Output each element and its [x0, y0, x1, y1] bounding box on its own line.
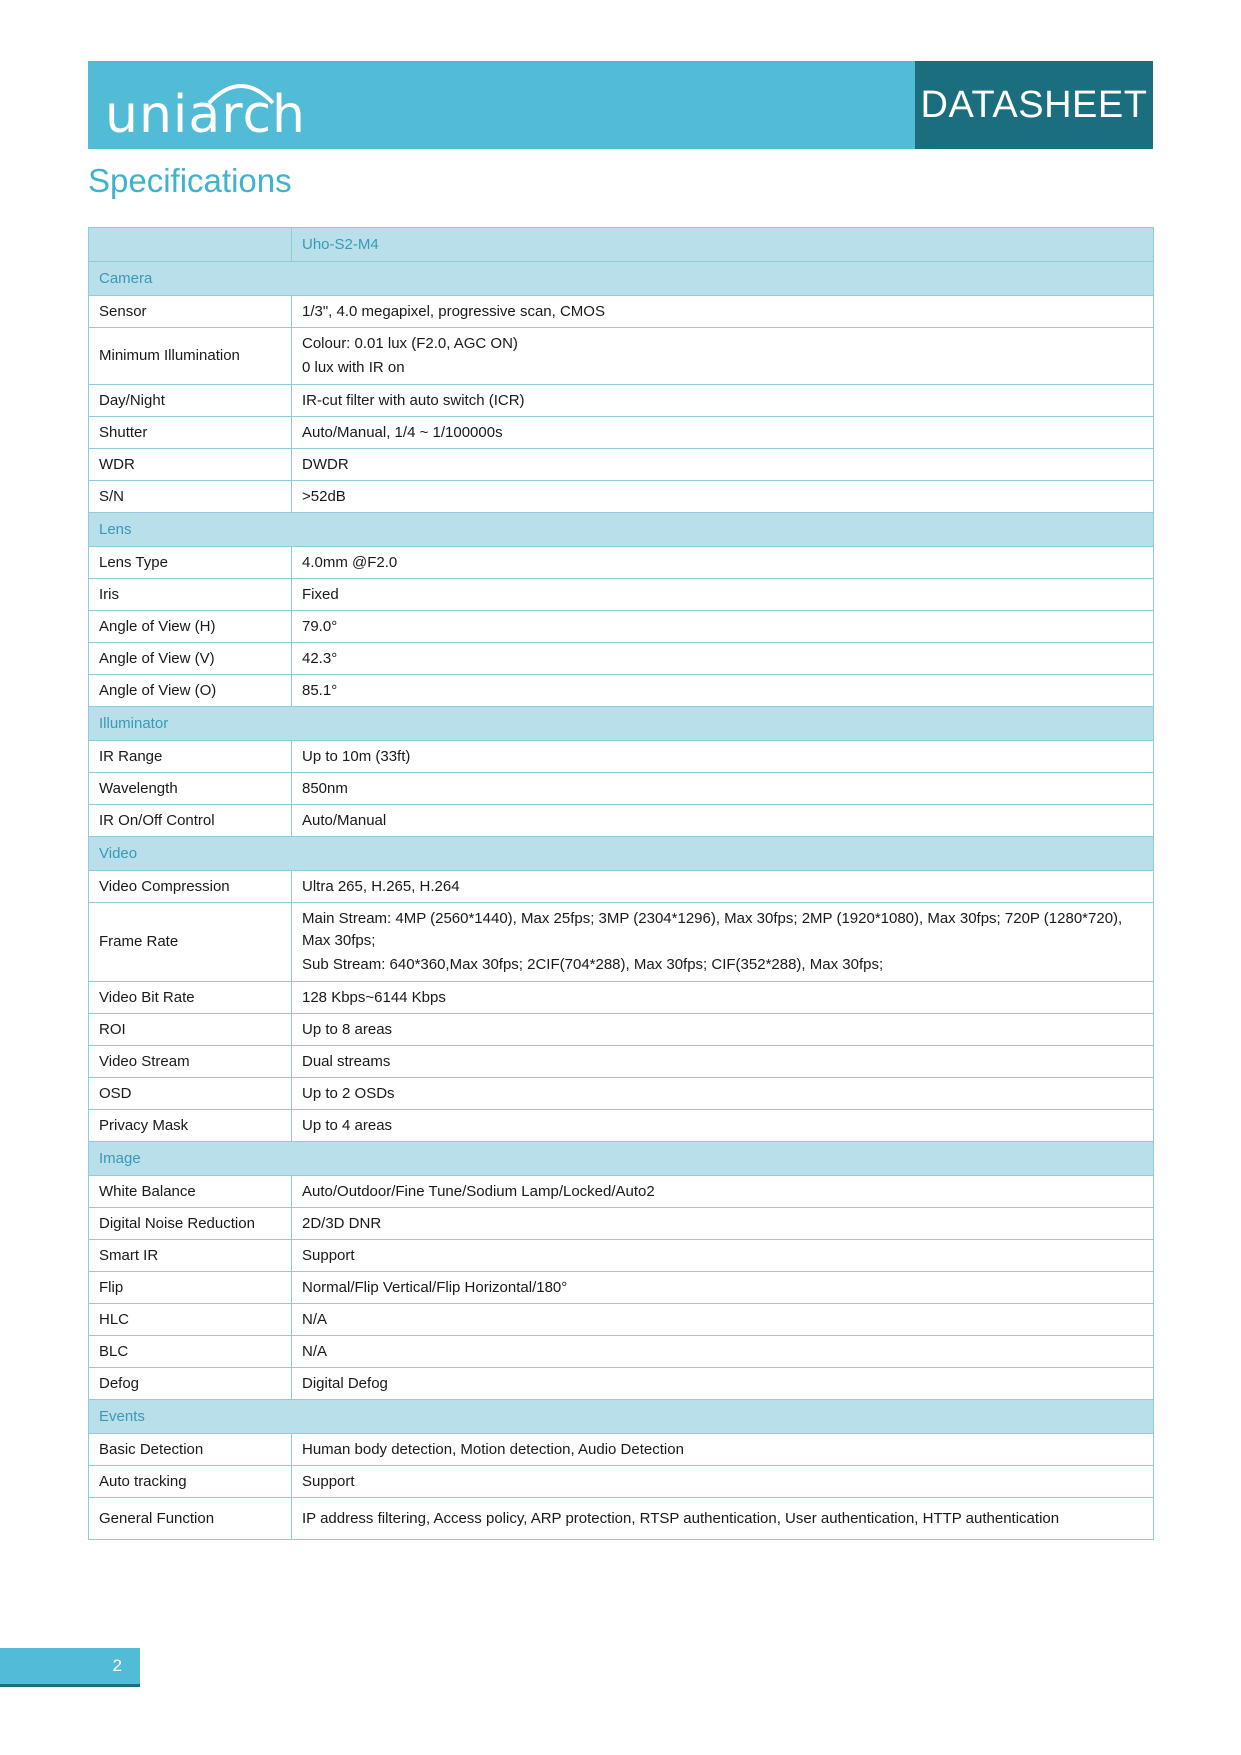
spec-value-line: Up to 8 areas: [302, 1020, 393, 1038]
table-row: [89, 1110, 1154, 1142]
page-title: Specifications: [88, 162, 292, 199]
spec-label: Shutter: [89, 417, 292, 449]
spec-label: Angle of View (V): [89, 643, 292, 675]
table-row: [89, 1240, 1154, 1272]
spec-value-line: 4.0mm @F2.0: [302, 553, 398, 571]
spec-value-line: 0 lux with IR on: [302, 359, 405, 376]
spec-label: Lens Type: [89, 547, 292, 579]
table-row: [89, 1078, 1154, 1110]
table-row: [89, 1014, 1154, 1046]
table-row: [89, 1208, 1154, 1240]
spec-label: Video Stream: [89, 1046, 292, 1078]
spec-value-line: 2D/3D DNR: [302, 1214, 382, 1232]
spec-value: [292, 1208, 1154, 1240]
spec-value-line: Ultra 265, H.265, H.264: [302, 877, 460, 895]
table-row: [89, 1434, 1154, 1466]
datasheet-label: DATASHEET: [920, 83, 1148, 126]
table-header-row: [89, 228, 1154, 262]
spec-label: S/N: [89, 481, 292, 513]
spec-label: Video Bit Rate: [89, 982, 292, 1014]
table-row: [89, 1046, 1154, 1078]
spec-value: [292, 481, 1154, 513]
spec-value-line: Auto/Outdoor/Fine Tune/Sodium Lamp/Locked/Auto2: [302, 1182, 655, 1200]
spec-value: [292, 328, 1154, 385]
table-row: [89, 1272, 1154, 1304]
spec-label: WDR: [89, 449, 292, 481]
spec-value: [292, 1078, 1154, 1110]
spec-value-line: DWDR: [302, 455, 349, 473]
spec-value: [292, 1110, 1154, 1142]
spec-value-line: Dual streams: [302, 1052, 391, 1070]
section-row-image: [89, 1142, 1154, 1176]
spec-label: Angle of View (O): [89, 675, 292, 707]
spec-label: ROI: [89, 1014, 292, 1046]
spec-value: [292, 449, 1154, 481]
spec-value: [292, 1368, 1154, 1400]
table-row: [89, 982, 1154, 1014]
page-number-tab: [0, 1648, 140, 1684]
spec-label: Angle of View (H): [89, 611, 292, 643]
spec-label: Video Compression: [89, 871, 292, 903]
spec-value-line: IR-cut filter with auto switch (ICR): [302, 391, 525, 409]
section-row-video: [89, 837, 1154, 871]
spec-label: Smart IR: [89, 1240, 292, 1272]
table-row: [89, 1176, 1154, 1208]
spec-value: [292, 385, 1154, 417]
table-row: [89, 579, 1154, 611]
spec-label: OSD: [89, 1078, 292, 1110]
spec-value: [292, 903, 1154, 982]
table-row: [89, 1498, 1154, 1540]
spec-value-line: Colour: 0.01 lux (F2.0, AGC ON): [302, 335, 518, 352]
table-row: [89, 328, 1154, 385]
spec-value-line: Fixed: [302, 585, 339, 603]
table-row: [89, 417, 1154, 449]
spec-label: Wavelength: [89, 773, 292, 805]
table-row: [89, 805, 1154, 837]
spec-value-line: 128 Kbps~6144 Kbps: [302, 988, 446, 1006]
spec-label: Basic Detection: [89, 1434, 292, 1466]
spec-value-line: 1/3", 4.0 megapixel, progressive scan, CMOS: [302, 302, 605, 320]
spec-value: [292, 1498, 1154, 1540]
spec-value: [292, 1434, 1154, 1466]
table-row: [89, 1466, 1154, 1498]
spec-value: [292, 579, 1154, 611]
table-row: [89, 741, 1154, 773]
spec-value: [292, 1046, 1154, 1078]
table-row: [89, 1368, 1154, 1400]
section-title: Image: [89, 1142, 1154, 1176]
table-row: [89, 1336, 1154, 1368]
spec-value-line: Support: [302, 1246, 355, 1264]
table-row: [89, 773, 1154, 805]
section-row-illuminator: [89, 707, 1154, 741]
spec-value: [292, 1336, 1154, 1368]
spec-value-line: >52dB: [302, 487, 346, 505]
spec-value: [292, 1014, 1154, 1046]
spec-value: [292, 417, 1154, 449]
spec-label: Digital Noise Reduction: [89, 1208, 292, 1240]
logo-text: uniarch: [105, 85, 307, 145]
spec-value: [292, 547, 1154, 579]
page-number-underline: [0, 1684, 140, 1687]
table-row: [89, 481, 1154, 513]
spec-value: [292, 871, 1154, 903]
spec-value: [292, 643, 1154, 675]
section-title: Camera: [89, 262, 1154, 296]
spec-value-line: 42.3°: [302, 649, 338, 667]
spec-label: HLC: [89, 1304, 292, 1336]
section-row-events: [89, 1400, 1154, 1434]
section-title: Events: [89, 1400, 1154, 1434]
spec-value-line: 85.1°: [302, 681, 338, 699]
spec-value-line: Sub Stream: 640*360,Max 30fps; 2CIF(704*288), Max 30fps; CIF(352*288), Max 30fps;: [302, 956, 884, 973]
spec-label: Defog: [89, 1368, 292, 1400]
spec-label: Privacy Mask: [89, 1110, 292, 1142]
spec-value-line: Digital Defog: [302, 1374, 388, 1392]
spec-value-line: Auto/Manual, 1/4 ~ 1/100000s: [302, 423, 503, 441]
spec-label: Iris: [89, 579, 292, 611]
header-blank-cell: [89, 228, 292, 262]
spec-value-line: Up to 10m (33ft): [302, 747, 411, 765]
spec-value: [292, 1304, 1154, 1336]
spec-value: [292, 611, 1154, 643]
spec-value-line: Normal/Flip Vertical/Flip Horizontal/180°: [302, 1278, 568, 1296]
table-row: [89, 643, 1154, 675]
spec-label: Auto tracking: [89, 1466, 292, 1498]
section-title: Lens: [89, 513, 1154, 547]
spec-label: Minimum Illumination: [89, 328, 292, 385]
spec-label: Day/Night: [89, 385, 292, 417]
spec-value: [292, 1466, 1154, 1498]
model-name: Uho-S2-M4: [292, 228, 1154, 262]
header-banner: [88, 61, 1153, 149]
spec-value: [292, 296, 1154, 328]
spec-label: BLC: [89, 1336, 292, 1368]
spec-value: [292, 982, 1154, 1014]
spec-value: [292, 1176, 1154, 1208]
spec-value: [292, 805, 1154, 837]
spec-value-line: 850nm: [302, 779, 348, 797]
section-row-lens: [89, 513, 1154, 547]
spec-value: [292, 773, 1154, 805]
spec-value-line: Human body detection, Motion detection, Audio Detection: [302, 1440, 684, 1458]
table-row: [89, 449, 1154, 481]
table-row: [89, 871, 1154, 903]
page-number: 2: [112, 1656, 122, 1675]
table-row: [89, 547, 1154, 579]
spec-value-line: Auto/Manual: [302, 811, 387, 829]
spec-value-line: 79.0°: [302, 617, 338, 635]
spec-value: [292, 675, 1154, 707]
table-row: [89, 675, 1154, 707]
table-row: [89, 385, 1154, 417]
spec-label: Sensor: [89, 296, 292, 328]
spec-value-line: Main Stream: 4MP (2560*1440), Max 25fps; 3MP (2304*1296), Max 30fps; 2MP (1920*1080), Max 30fps; 720P (1280*720), Max 30fps;: [302, 910, 1123, 949]
spec-value-line: IP address filtering, Access policy, ARP protection, RTSP authentication, User authentication, HTTP authentication: [302, 1509, 1060, 1527]
spec-label: IR Range: [89, 741, 292, 773]
spec-label: IR On/Off Control: [89, 805, 292, 837]
spec-label: Frame Rate: [89, 903, 292, 982]
spec-label: Flip: [89, 1272, 292, 1304]
section-row-camera: [89, 262, 1154, 296]
table-row: [89, 611, 1154, 643]
section-title: Illuminator: [89, 707, 1154, 741]
spec-value-line: N/A: [302, 1310, 328, 1328]
spec-label: White Balance: [89, 1176, 292, 1208]
spec-value: [292, 741, 1154, 773]
spec-table: [88, 227, 1154, 1540]
spec-value-line: Support: [302, 1472, 355, 1490]
spec-value: [292, 1272, 1154, 1304]
spec-value: [292, 1240, 1154, 1272]
spec-value-line: Up to 2 OSDs: [302, 1084, 395, 1102]
table-row: [89, 1304, 1154, 1336]
table-row: [89, 296, 1154, 328]
spec-value-line: Up to 4 areas: [302, 1116, 393, 1134]
datasheet-badge: [915, 61, 1153, 149]
spec-value-line: N/A: [302, 1342, 328, 1360]
spec-label: General Function: [89, 1498, 292, 1540]
section-title: Video: [89, 837, 1154, 871]
table-row: [89, 903, 1154, 982]
